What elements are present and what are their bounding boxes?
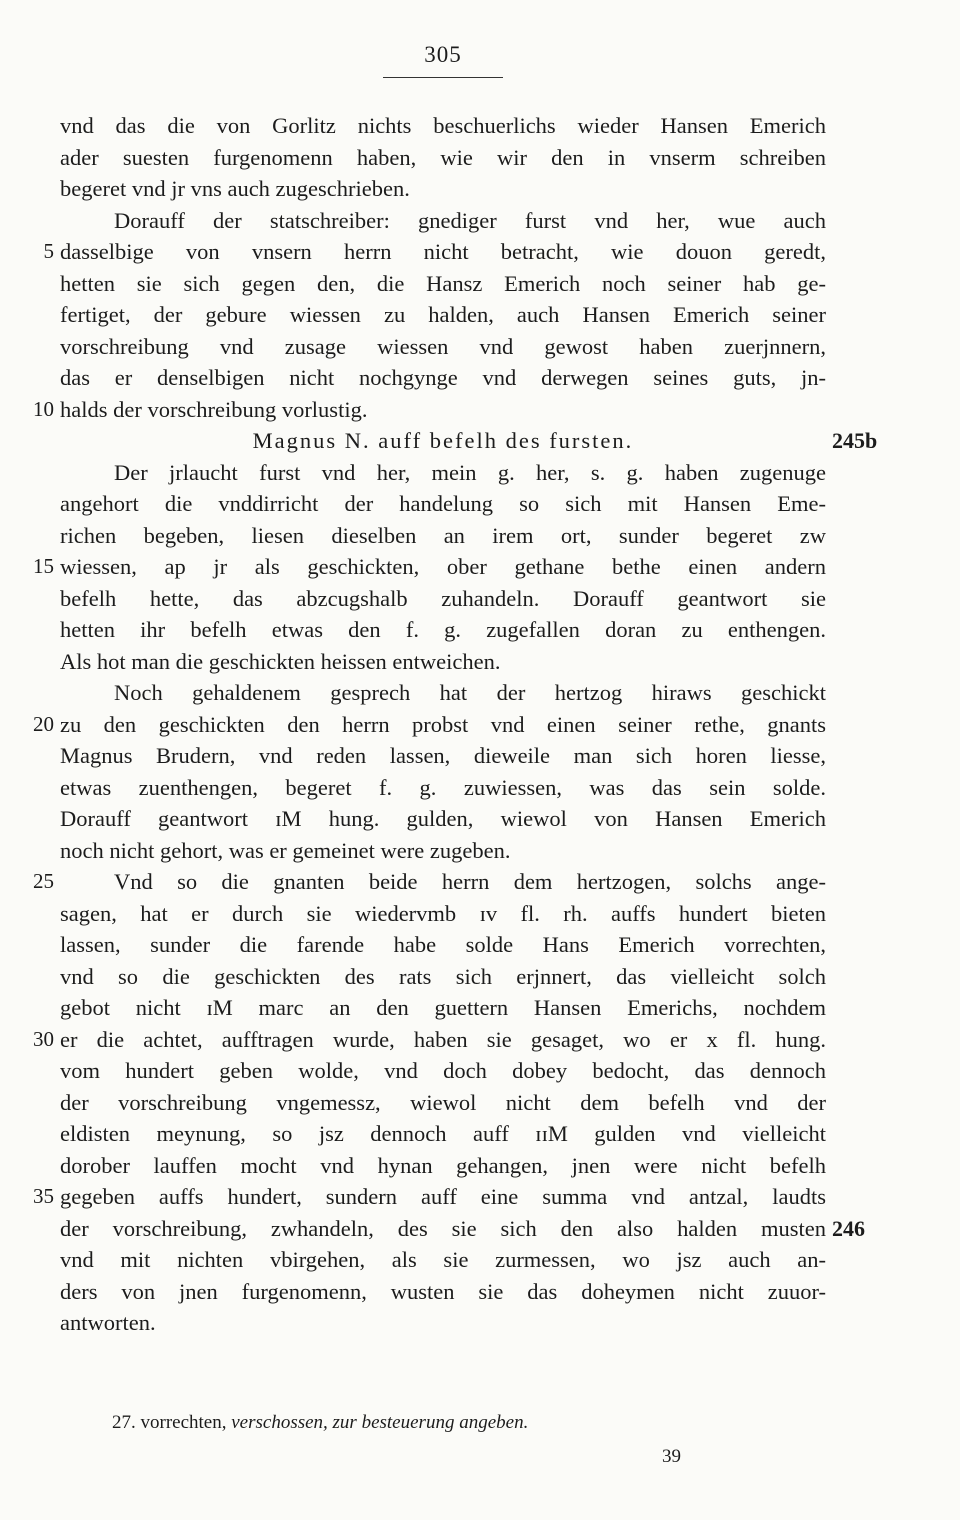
line-text: lassen, sunder die farende habe solde Hans Emerich vorrechten,: [60, 932, 826, 957]
text-line: [0, 173, 960, 205]
heading-text: Magnus N. auff befelh des fursten.: [252, 428, 634, 453]
line-text: gegeben auffs hundert, sundern auff eine summa vnd antzal, laudts: [60, 1184, 826, 1209]
line-text: ader suesten furgenomenn haben, wie wir den in vnserm schreiben: [60, 144, 826, 170]
section-heading: [0, 425, 960, 457]
line-text: Als hot man die geschickten heissen entweichen.: [60, 648, 501, 674]
line-text: Dorauff geantwort ɪM hung. gulden, wiewol von Hansen Emerich: [60, 806, 826, 831]
text-line: [0, 520, 960, 552]
text-line: [0, 583, 960, 615]
text-line: [0, 1087, 960, 1119]
line-text: begeret vnd jr vns auch zugeschrieben.: [60, 176, 410, 201]
text-line: [0, 1307, 960, 1339]
text-line: [0, 142, 960, 174]
line-text: halds der vorschreibung vorlustig.: [60, 396, 368, 422]
text-line: [0, 1181, 960, 1213]
text-line: [0, 1213, 960, 1245]
text-line: [0, 614, 960, 646]
text-line: [0, 1150, 960, 1182]
line-number: 35: [33, 1184, 54, 1208]
line-text: zu den geschickten den herrn probst vnd einen seiner rethe, gnants: [60, 711, 826, 737]
text-line: [0, 1024, 960, 1056]
line-text: richen begeben, liesen dieselben an irem ort, sunder begeret zw: [60, 522, 826, 548]
text-line: [0, 457, 960, 489]
text-line: [0, 236, 960, 268]
text-line: [0, 740, 960, 772]
line-text: Der jrlaucht furst vnd her, mein g. her, s. g. haben zugenuge: [114, 459, 826, 485]
line-text: Dorauff der statschreiber: gnediger furst vnd her, wue auch: [114, 207, 826, 233]
text-line: [0, 1244, 960, 1276]
line-text: noch nicht gehort, was er gemeinet were zugeben.: [60, 837, 511, 863]
line-text: er die achtet, aufftragen wurde, haben sie gesaget, wo er x fl. hung.: [60, 1026, 826, 1052]
line-text: Vnd so die gnanten beide herrn dem hertzogen, solchs ange-: [114, 869, 826, 894]
footnote-word: vorrechten,: [140, 1412, 227, 1433]
line-text: dorober lauffen mocht vnd hynan gehangen, jnen were nicht befelh: [60, 1152, 826, 1178]
text-line: [0, 992, 960, 1024]
line-text: Noch gehaldenem gesprech hat der hertzog hiraws geschickt: [114, 680, 826, 705]
line-text: ders von jnen furgenomenn, wusten sie das doheymen nicht zuuor-: [60, 1278, 826, 1304]
folio-marker: 245b: [832, 428, 878, 453]
folio-marker: 246: [832, 1215, 865, 1241]
line-text: das er denselbigen nicht nochgynge vnd derwegen seines guts, jn-: [60, 365, 826, 390]
footnote-note: verschossen, zur besteuerung angeben.: [231, 1412, 529, 1433]
line-text: antworten.: [60, 1310, 156, 1335]
sheet-number: 39: [662, 1446, 681, 1467]
text-line: [0, 205, 960, 237]
line-number: 15: [33, 554, 54, 578]
line-text: wiessen, ap jr als geschickten, ober gethane bethe einen andern: [60, 554, 826, 579]
page-number: 305: [424, 42, 462, 67]
text-line: [0, 646, 960, 678]
line-number: 30: [33, 1026, 54, 1051]
text-line: [0, 1055, 960, 1087]
line-text: hetten sie sich gegen den, die Hansz Emerich noch seiner hab ge-: [60, 270, 826, 296]
line-text: dasselbige von vnsern herrn nicht betracht, wie douon geredt,: [60, 239, 826, 264]
text-line: [0, 898, 960, 930]
body-text: [0, 110, 960, 1339]
line-number: 5: [43, 239, 54, 263]
text-line: [0, 835, 960, 867]
line-number: 25: [33, 869, 54, 893]
line-text: der vorschreibung, zwhandeln, des sie sich den also halden musten: [60, 1215, 826, 1241]
text-line: [0, 110, 960, 142]
text-line: [0, 299, 960, 331]
line-text: befelh hette, das abzcugshalb zuhandeln. Dorauff geantwort sie: [60, 585, 826, 611]
line-text: vnd mit nichten vbirgehen, als sie zurmessen, wo jsz auch an-: [60, 1247, 826, 1272]
text-line: [0, 803, 960, 835]
text-line: [0, 866, 960, 898]
line-text: fertiget, der gebure wiessen zu halden, auch Hansen Emerich seiner: [60, 302, 826, 327]
line-text: eldisten meynung, so jsz dennoch auff ɪɪM gulden vnd vielleicht: [60, 1121, 826, 1146]
text-line: [0, 1118, 960, 1150]
text-line: [0, 268, 960, 300]
line-text: vnd so die geschickten des rats sich erjnnert, das vielleicht solch: [60, 963, 826, 989]
text-line: [0, 362, 960, 394]
line-text: Magnus Brudern, vnd reden lassen, dieweile man sich horen liesse,: [60, 743, 826, 768]
line-text: vnd das die von Gorlitz nichts beschuerlichs wieder Hansen Emerich: [60, 113, 826, 138]
line-text: sagen, hat er durch sie wiedervmb ɪv fl. rh. auffs hundert bieten: [60, 900, 826, 926]
line-text: angehort die vnddirricht der handelung so sich mit Hansen Eme-: [60, 491, 826, 516]
line-number: 10: [33, 396, 54, 421]
text-line: [0, 961, 960, 993]
footnote: [112, 1412, 528, 1434]
text-line: [0, 488, 960, 520]
text-line: [0, 1276, 960, 1308]
footnote-ref: 27.: [112, 1412, 136, 1433]
line-text: der vorschreibung vngemessz, wiewol nicht dem befelh vnd der: [60, 1089, 826, 1115]
line-number: 20: [33, 711, 54, 736]
text-line: [0, 677, 960, 709]
text-line: [0, 551, 960, 583]
line-text: vom hundert geben wolde, vnd doch dobey bedocht, das dennoch: [60, 1058, 826, 1083]
line-text: gebot nicht ɪM marc an den guettern Hansen Emerichs, nochdem: [60, 995, 826, 1020]
text-line: [0, 709, 960, 741]
text-line: [0, 929, 960, 961]
line-text: etwas zuenthengen, begeret f. g. zuwiessen, was das sein solde.: [60, 774, 826, 800]
line-text: hetten ihr befelh etwas den f. g. zugefallen doran zu enthengen.: [60, 617, 826, 642]
line-text: vorschreibung vnd zusage wiessen vnd gewost haben zuerjnnern,: [60, 333, 826, 359]
text-line: [0, 394, 960, 426]
page-number-rule: [383, 77, 503, 78]
text-line: [0, 772, 960, 804]
text-line: [0, 331, 960, 363]
